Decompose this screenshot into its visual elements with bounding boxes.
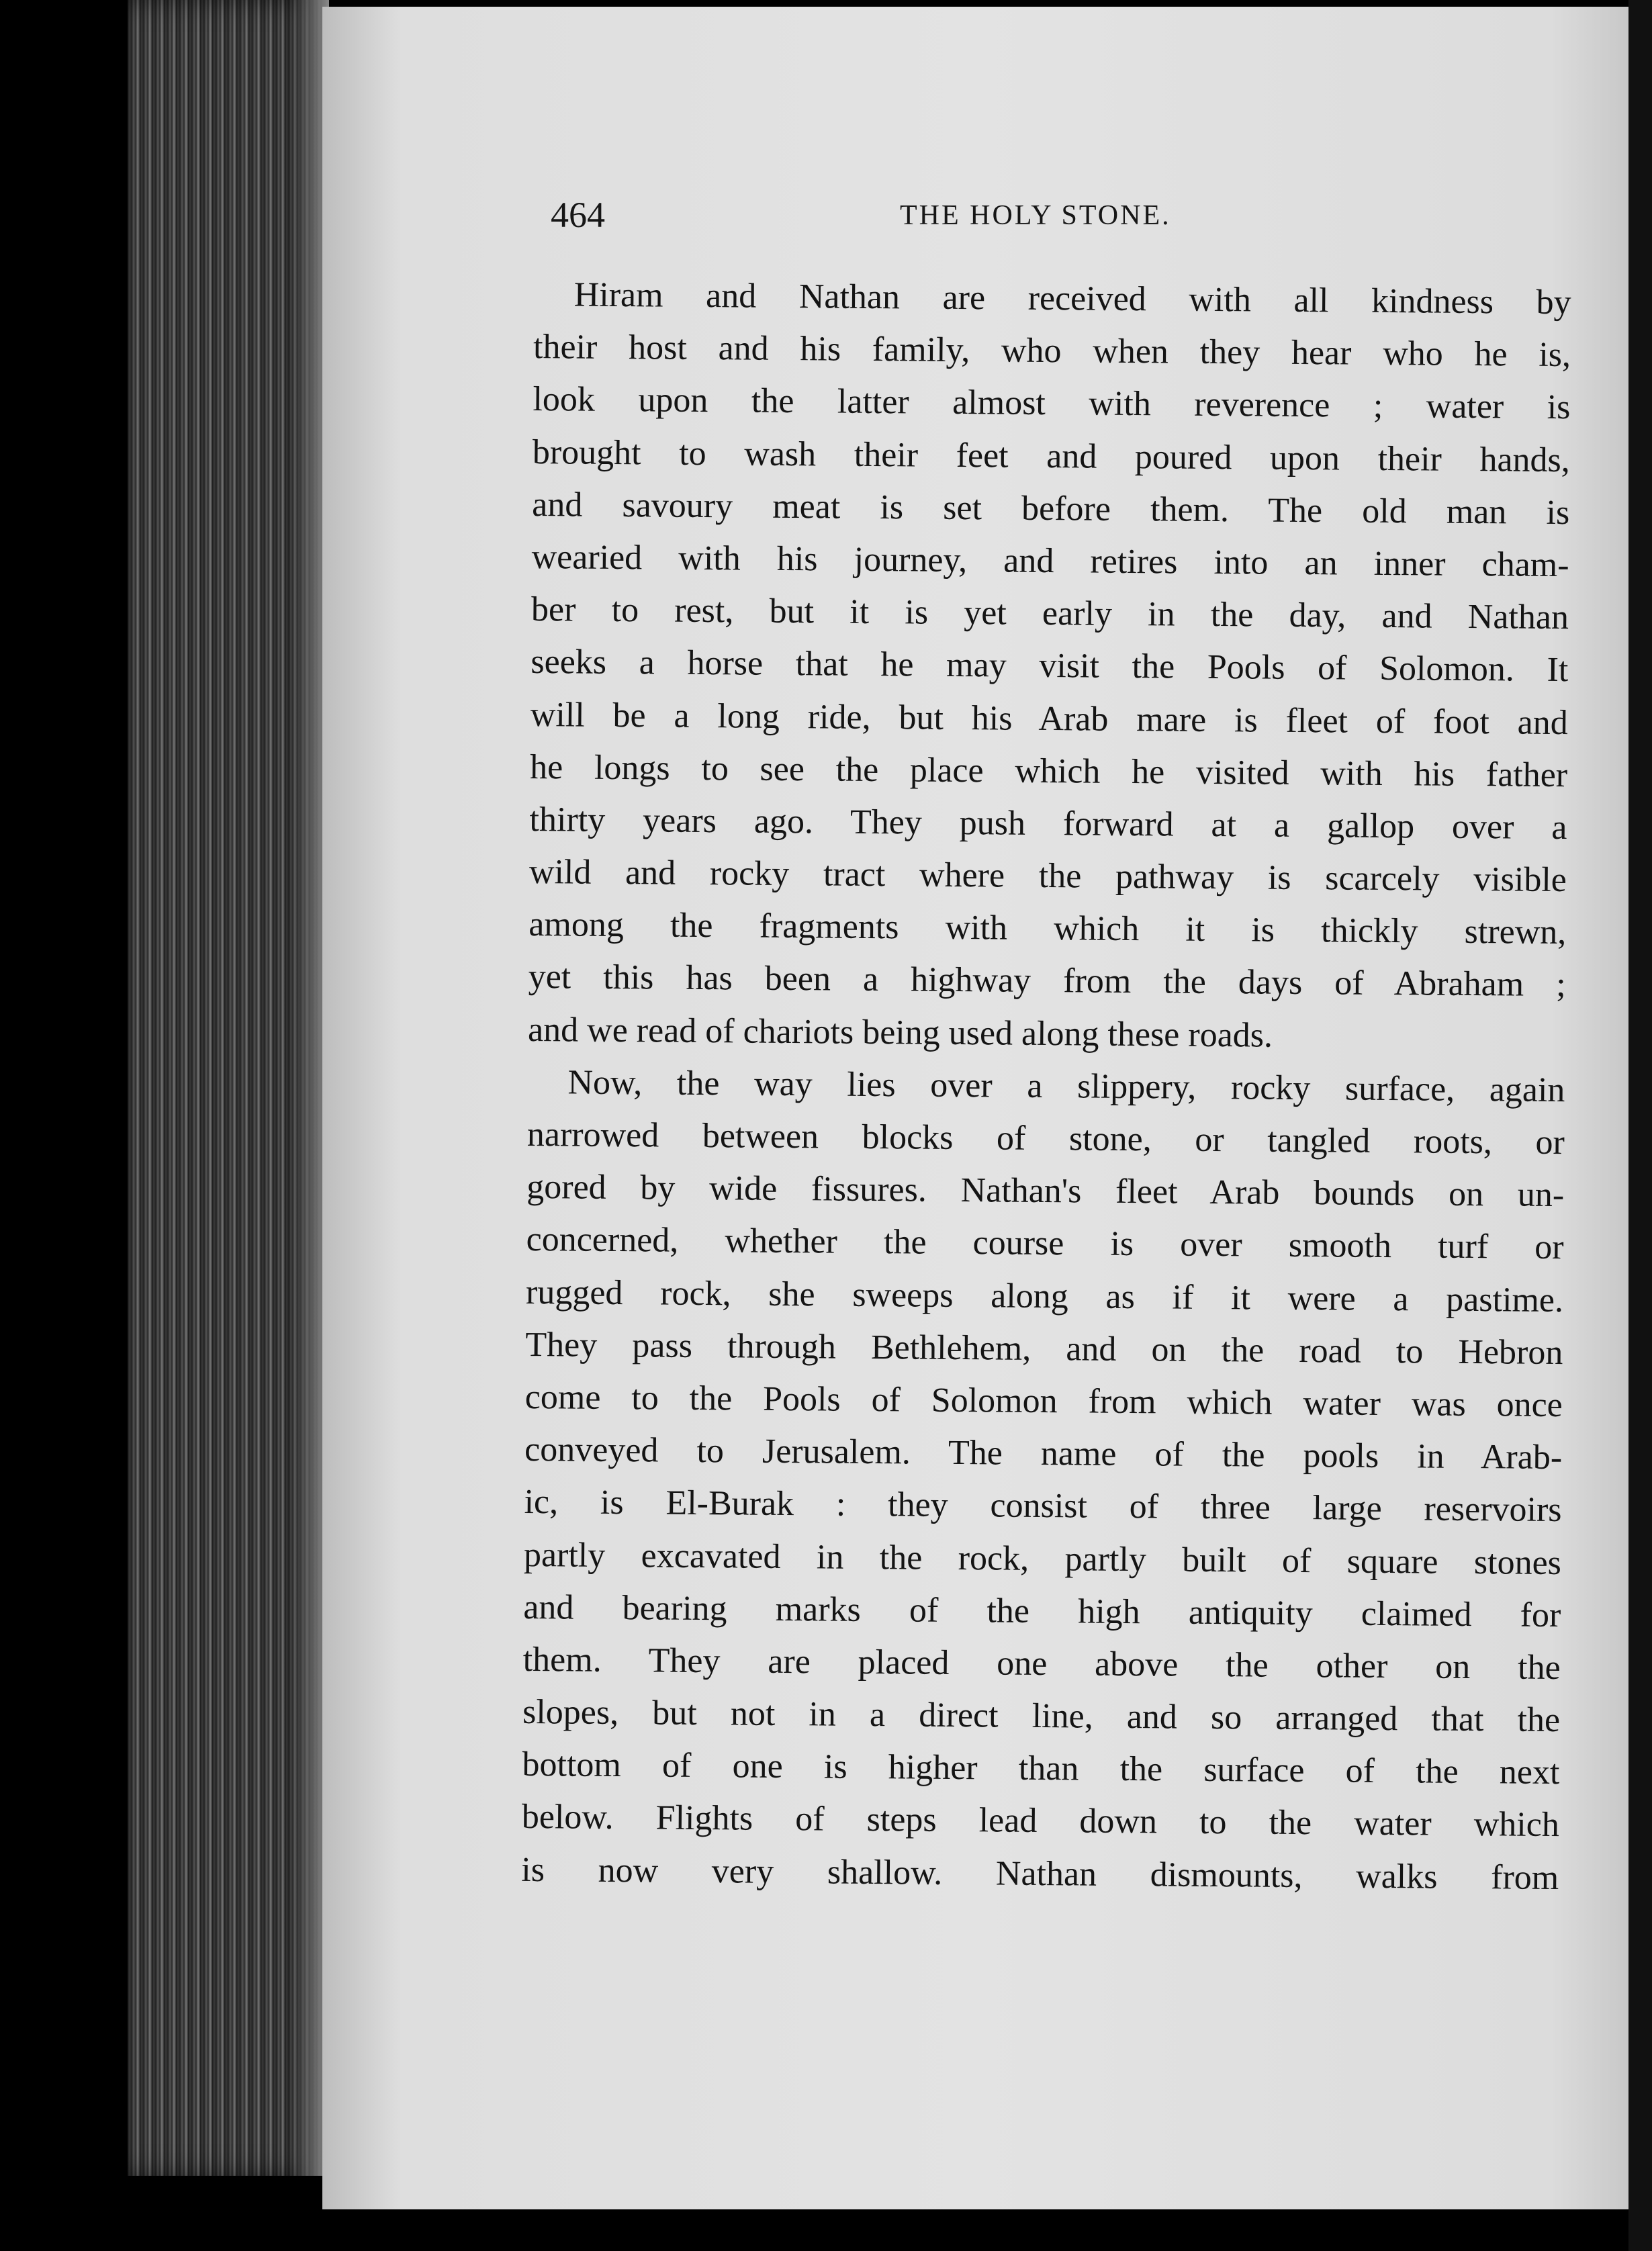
text-line: and we read of chariots being used along these roads. <box>527 1010 1273 1055</box>
text-line: brought to wash their feet and poured upon their hands, <box>532 432 1571 479</box>
text-line: is now very shallow. Nathan dismounts, walks from <box>521 1850 1559 1897</box>
text-line: wearied with his journey, and retires into an inner cham- <box>531 537 1569 585</box>
text-line: concerned, whether the course is over smooth turf or <box>526 1220 1564 1267</box>
text-line: them. They are placed one above the other on the <box>522 1640 1561 1687</box>
text-line: among the fragments with which it is thickly strewn, <box>529 905 1567 952</box>
text-line: partly excavated in the rock, partly built of square stones <box>523 1535 1562 1582</box>
text-line: seeks a horse that he may visit the Pools of Solomon. It <box>531 643 1569 690</box>
text-line: below. Flights of steps lead down to the water which <box>521 1798 1560 1845</box>
text-line: and savoury meat is set before them. The old man is <box>532 485 1570 532</box>
text-line: he longs to see the place which he visited with his father <box>529 747 1568 794</box>
text-line: slopes, but not in a direct line, and so arranged that the <box>522 1692 1561 1740</box>
facing-page-edge <box>1628 0 1652 2251</box>
book-page-edges <box>128 0 329 2176</box>
body-text <box>521 269 1571 1904</box>
running-title: THE HOLY STONE. <box>900 200 1171 231</box>
text-line: yet this has been a highway from the days of Abraham ; <box>528 958 1566 1005</box>
text-line: wild and rocky tract where the pathway is scarcely visible <box>529 853 1567 900</box>
text-line: They pass through Bethlehem, and on the road to Hebron <box>525 1325 1563 1372</box>
text-line: ic, is El-Burak : they consist of three large reservoirs <box>524 1483 1562 1530</box>
text-line: and bearing marks of the high antiquity claimed for <box>523 1588 1561 1635</box>
running-head <box>551 188 1585 242</box>
text-line: narrowed between blocks of stone, or tangled roots, or <box>526 1115 1565 1162</box>
text-line: Hiram and Nathan are received with all kindness by <box>573 275 1571 322</box>
text-line: gored by wide fissures. Nathan's fleet Arab bounds on un- <box>526 1168 1565 1215</box>
text-line: bottom of one is higher than the surface of the next <box>522 1745 1560 1792</box>
page-number: 464 <box>551 195 605 235</box>
text-line: Now, the way lies over a slippery, rocky surface, again <box>567 1063 1565 1109</box>
text-line: their host and his family, who when they hear who he is, <box>533 328 1571 375</box>
text-line: come to the Pools of Solomon from which water was once <box>524 1377 1563 1425</box>
text-line: will be a long ride, but his Arab mare is fleet of foot and <box>530 695 1568 742</box>
text-line: ber to rest, but it is yet early in the day, and Nathan <box>531 590 1569 637</box>
text-line: conveyed to Jerusalem. The name of the pools in Arab- <box>524 1430 1563 1477</box>
text-line: rugged rock, she sweeps along as if it were a pastime. <box>525 1273 1564 1320</box>
text-line: look upon the latter almost with reverence ; water is <box>533 380 1571 427</box>
text-line: thirty years ago. They push forward at a gallop over a <box>529 800 1567 847</box>
